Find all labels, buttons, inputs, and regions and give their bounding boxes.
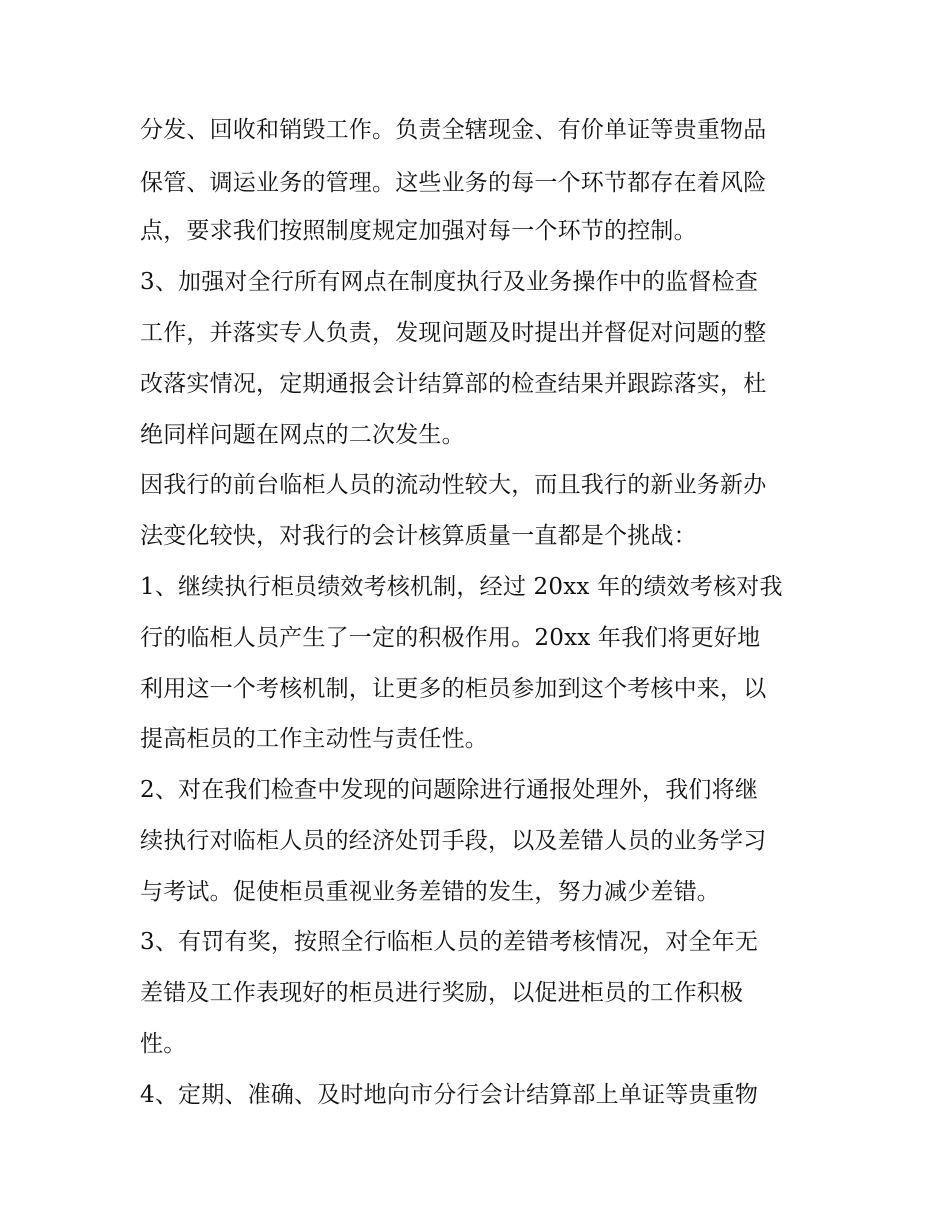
- text-line: 与考试。促使柜员重视业务差错的发生，努力减少差错。: [140, 879, 720, 905]
- text-line: 性。: [140, 1031, 187, 1057]
- text-line: 续执行对临柜人员的经济处罚手段，以及差错人员的业务学习: [140, 828, 767, 854]
- text-line: 保管、调运业务的管理。这些业务的每一个环节都存在着风险: [140, 170, 767, 196]
- text-line: 利用这一个考核机制，让更多的柜员参加到这个考核中来，以: [140, 676, 767, 702]
- text-line: 行的临柜人员产生了一定的积极作用。20xx 年我们将更好地: [140, 625, 761, 651]
- text-line: 因我行的前台临柜人员的流动性较大，而且我行的新业务新办: [140, 472, 767, 498]
- text-line: 4、定期、准确、及时地向市分行会计结算部上单证等贵重物: [140, 1082, 759, 1108]
- text-line: 法变化较快，对我行的会计核算质量一直都是个挑战：: [140, 523, 697, 549]
- text-line: 绝同样问题在网点的二次发生。: [140, 422, 465, 448]
- text-line: 2、对在我们检查中发现的问题除进行通报处理外，我们将继: [140, 777, 759, 803]
- text-line: 差错及工作表现好的柜员进行奖励，以促进柜员的工作积极: [140, 980, 744, 1006]
- text-line: 改落实情况，定期通报会计结算部的检查结果并跟踪落实，杜: [140, 371, 767, 397]
- text-line: 1、继续执行柜员绩效考核机制，经过 20xx 年的绩效考核对我: [140, 574, 783, 600]
- text-line: 3、加强对全行所有网点在制度执行及业务操作中的监督检查: [140, 269, 759, 295]
- text-line: 提高柜员的工作主动性与责任性。: [140, 726, 488, 752]
- text-line: 工作，并落实专人负责，发现问题及时提出并督促对问题的整: [140, 320, 767, 346]
- text-line: 分发、回收和销毁工作。负责全辖现金、有价单证等贵重物品: [140, 117, 767, 143]
- text-line: 3、有罚有奖，按照全行临柜人员的差错考核情况，对全年无: [140, 929, 759, 955]
- text-line: 点，要求我们按照制度规定加强对每一个环节的控制。: [140, 218, 697, 244]
